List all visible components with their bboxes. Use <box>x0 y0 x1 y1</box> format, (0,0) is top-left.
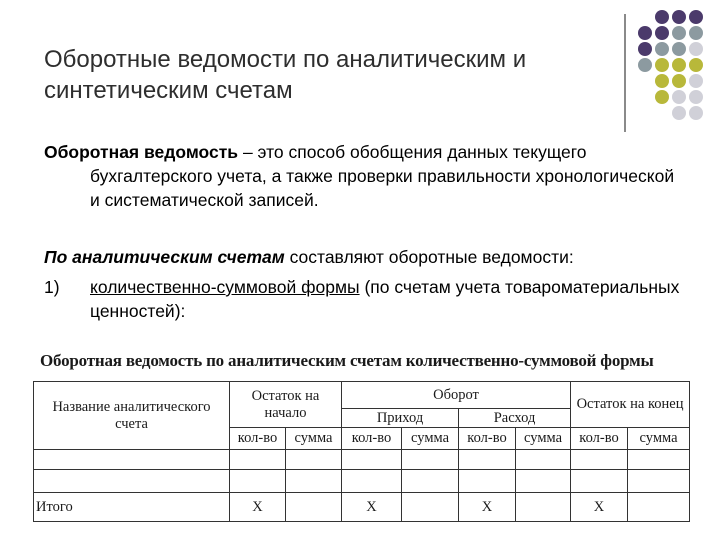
list-item-underlined: количественно-суммовой формы <box>90 277 360 297</box>
definition-paragraph <box>44 140 684 212</box>
header-qty: кол-во <box>230 428 286 450</box>
table-row <box>34 470 690 493</box>
decorative-dot <box>689 10 703 24</box>
list-item-text: (по счетам учета товароматериальных ценностей): <box>90 277 680 321</box>
header-account-name: Название аналитического счета <box>34 382 230 450</box>
table-row <box>34 450 690 470</box>
header-turnover: Оборот <box>342 382 571 409</box>
decorative-dot <box>672 90 686 104</box>
header-sum: сумма <box>516 428 571 450</box>
decorative-dot <box>689 58 703 72</box>
decorative-dot <box>672 106 686 120</box>
header-expense: Расход <box>459 409 571 428</box>
x-mark: Х <box>342 493 402 522</box>
total-row <box>34 493 690 522</box>
decorative-dot-grid <box>638 10 718 120</box>
decorative-dot <box>638 42 652 56</box>
decorative-dot <box>655 74 669 88</box>
slide-title: Оборотные ведомости по аналитическим и синтетическим счетам <box>44 46 527 104</box>
total-label: Итого <box>34 493 230 522</box>
decorative-dot <box>672 42 686 56</box>
decorative-dot <box>655 10 669 24</box>
header-sum: сумма <box>402 428 459 450</box>
turnover-table <box>33 381 690 522</box>
list-item-body <box>90 275 680 323</box>
decorative-dot <box>655 58 669 72</box>
decorative-dot <box>672 26 686 40</box>
definition-term: Оборотная ведомость <box>44 142 239 162</box>
decorative-dot <box>689 106 703 120</box>
decorative-dot <box>655 90 669 104</box>
header-qty: кол-во <box>342 428 402 450</box>
decorative-dot <box>655 26 669 40</box>
decorative-dot <box>689 74 703 88</box>
header-sum: сумма <box>628 428 690 450</box>
table-caption: Оборотная ведомость по аналитическим счетам количественно-суммовой формы <box>40 351 654 370</box>
decorative-dot <box>689 26 703 40</box>
definition-text-first: – это способ обобщения данных текущего <box>238 142 587 162</box>
header-income: Приход <box>342 409 459 428</box>
definition-text-rest: бухгалтерского учета, а также проверки правильности хронологической и систематической записей. <box>90 166 675 210</box>
decorative-dot <box>672 74 686 88</box>
x-mark: Х <box>230 493 286 522</box>
decorative-dot <box>672 58 686 72</box>
header-qty: кол-во <box>571 428 628 450</box>
decorative-dot <box>655 42 669 56</box>
analytic-text: составляют оборотные ведомости: <box>284 247 574 267</box>
list-item-number: 1) <box>44 277 60 297</box>
analytic-paragraph <box>44 245 684 269</box>
header-qty: кол-во <box>459 428 516 450</box>
x-mark: Х <box>571 493 628 522</box>
header-sum: сумма <box>286 428 342 450</box>
decorative-dot <box>638 58 652 72</box>
decorative-dot <box>689 42 703 56</box>
x-mark: Х <box>459 493 516 522</box>
decorative-dot <box>638 26 652 40</box>
header-close-balance: Остаток на конец <box>571 382 690 428</box>
title-divider <box>624 14 626 132</box>
header-open-balance: Остаток на начало <box>230 382 342 428</box>
decorative-dot <box>689 90 703 104</box>
analytic-term: По аналитическим счетам <box>44 247 285 267</box>
decorative-dot <box>672 10 686 24</box>
